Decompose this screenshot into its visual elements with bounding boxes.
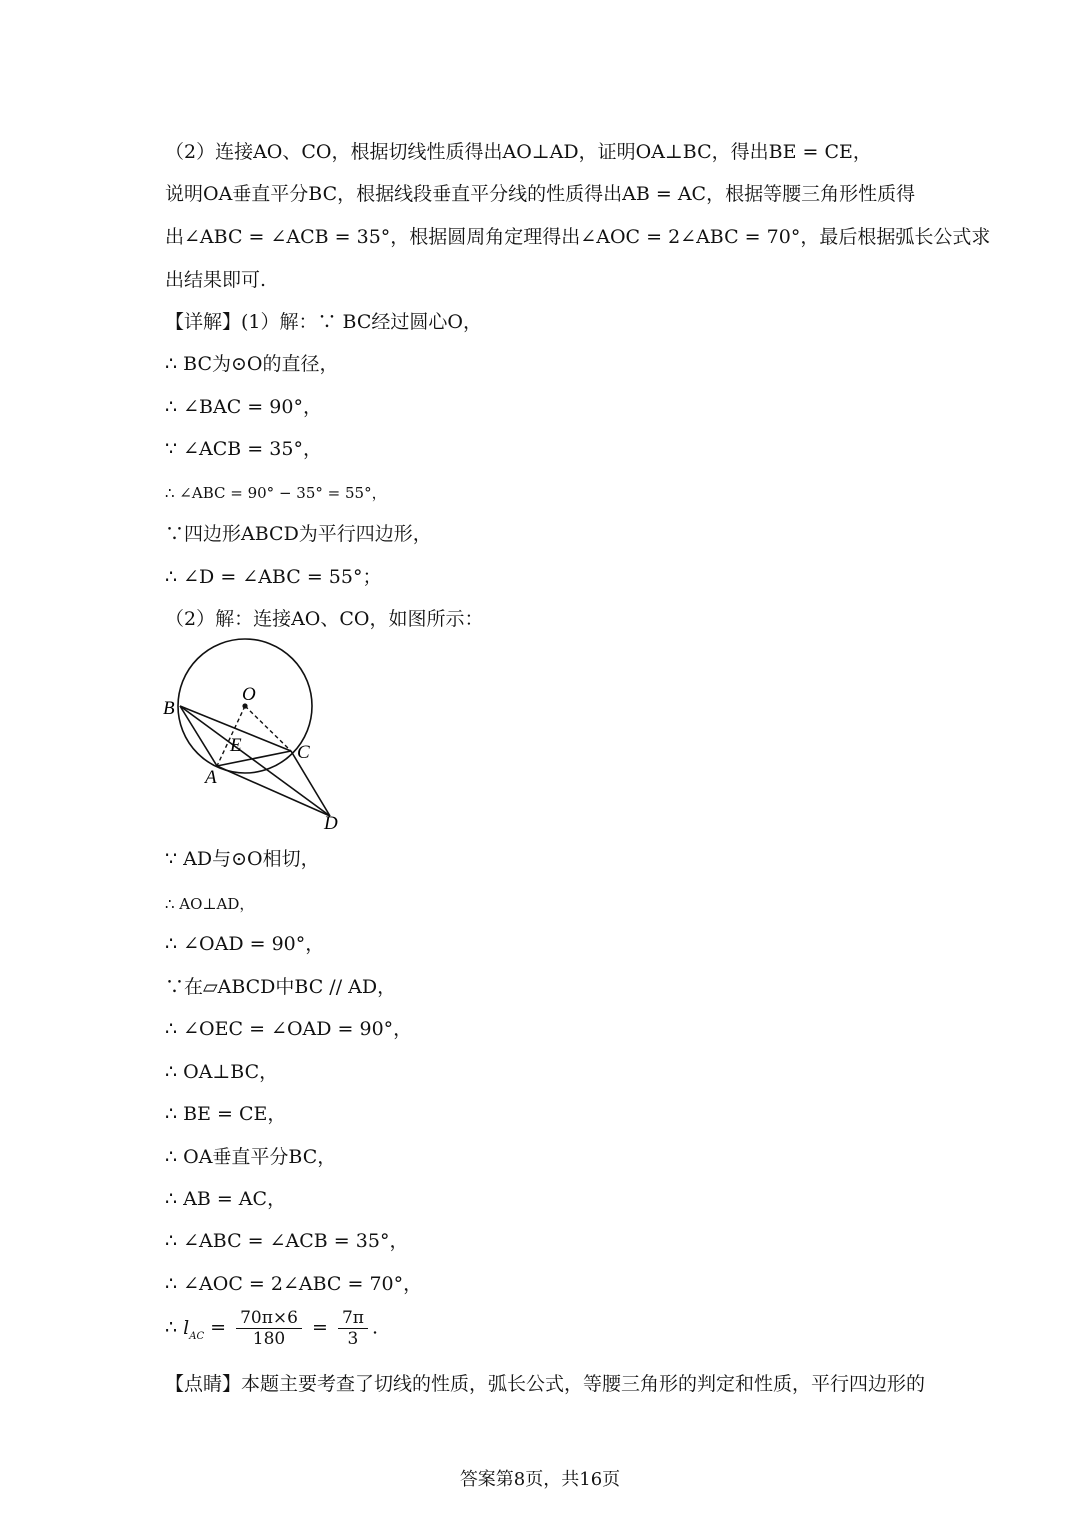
label-e: E bbox=[230, 735, 242, 756]
text-line: ∴ OA⊥BC， bbox=[165, 1061, 279, 1083]
segment-ad bbox=[217, 766, 330, 816]
text-line: ∴ AO⊥AD， bbox=[165, 895, 255, 913]
text-line: ∴ ∠BAC = 90°， bbox=[165, 396, 322, 418]
arc-length-symbol bbox=[183, 1316, 205, 1342]
formula-end: . bbox=[371, 1316, 379, 1339]
text-line: ∴ ∠OEC = ∠OAD = 90°， bbox=[165, 1018, 413, 1040]
text-line: 【点睛】本题主要考查了切线的性质，弧长公式，等腰三角形的判定和性质，平行四边形的 bbox=[165, 1373, 926, 1395]
formula-prefix: ∴ bbox=[165, 1316, 184, 1339]
label-d: D bbox=[324, 813, 338, 834]
fraction-2-numerator: 7π bbox=[338, 1308, 368, 1329]
arc-label: AC bbox=[189, 1330, 205, 1342]
text-line: 说明OA垂直平分BC，根据线段垂直平分线的性质得出AB = AC，根据等腰三角形性质得 bbox=[165, 183, 916, 205]
text-line: ∴ OA垂直平分BC， bbox=[165, 1146, 337, 1168]
text-line: ∵在▱ABCD中BC // AD， bbox=[165, 976, 397, 998]
text-line: ∵ AD与⊙O相切， bbox=[165, 848, 320, 870]
label-c: C bbox=[297, 742, 310, 763]
text-line: 出∠ABC = ∠ACB = 35°，根据圆周角定理得出∠AOC = 2∠ABC = 70°，最后根据弧长公式求 bbox=[165, 226, 991, 248]
equals-1: = bbox=[204, 1316, 233, 1339]
fraction-2 bbox=[338, 1308, 368, 1349]
fraction-1 bbox=[236, 1308, 302, 1349]
text-line: ∴ ∠AOC = 2∠ABC = 70°， bbox=[165, 1273, 423, 1295]
text-line: （2）解：连接AO、CO，如图所示： bbox=[165, 608, 484, 630]
arc-length-formula bbox=[165, 1308, 378, 1349]
equals-2: = bbox=[305, 1316, 334, 1339]
text-line: ∴ BC为⊙O的直径， bbox=[165, 353, 339, 375]
text-line: （2）连接AO、CO，根据切线性质得出AO⊥AD，证明OA⊥BC，得出BE = CE， bbox=[165, 141, 872, 163]
arc-length-l: l bbox=[183, 1316, 190, 1339]
fraction-2-denominator: 3 bbox=[347, 1329, 359, 1349]
text-line: ∵ ∠ACB = 35°， bbox=[165, 438, 322, 460]
text-line: 出结果即可. bbox=[165, 269, 267, 291]
text-line: ∴ BE = CE， bbox=[165, 1103, 287, 1125]
text-line: ∴ ∠ABC = ∠ACB = 35°， bbox=[165, 1230, 409, 1252]
page-footer: 答案第8页，共16页 bbox=[459, 1469, 621, 1490]
label-o: O bbox=[242, 684, 256, 705]
segment-co-dashed bbox=[245, 706, 291, 751]
text-line: 【详解】(1）解：∵ BC经过圆心O， bbox=[165, 311, 482, 333]
geometry-figure bbox=[160, 638, 360, 838]
text-line: ∵四边形ABCD为平行四边形， bbox=[165, 523, 432, 545]
label-b: B bbox=[163, 698, 175, 719]
label-a: A bbox=[205, 767, 217, 788]
text-line: ∴ ∠ABC = 90° − 35° = 55°， bbox=[165, 484, 387, 502]
text-line: ∴ AB = AC， bbox=[165, 1188, 287, 1210]
text-line: ∴ ∠OAD = 90°， bbox=[165, 933, 325, 955]
text-line: ∴ ∠D = ∠ABC = 55°； bbox=[165, 566, 382, 588]
fraction-1-denominator: 180 bbox=[252, 1329, 286, 1349]
fraction-1-numerator: 70π×6 bbox=[236, 1308, 302, 1329]
